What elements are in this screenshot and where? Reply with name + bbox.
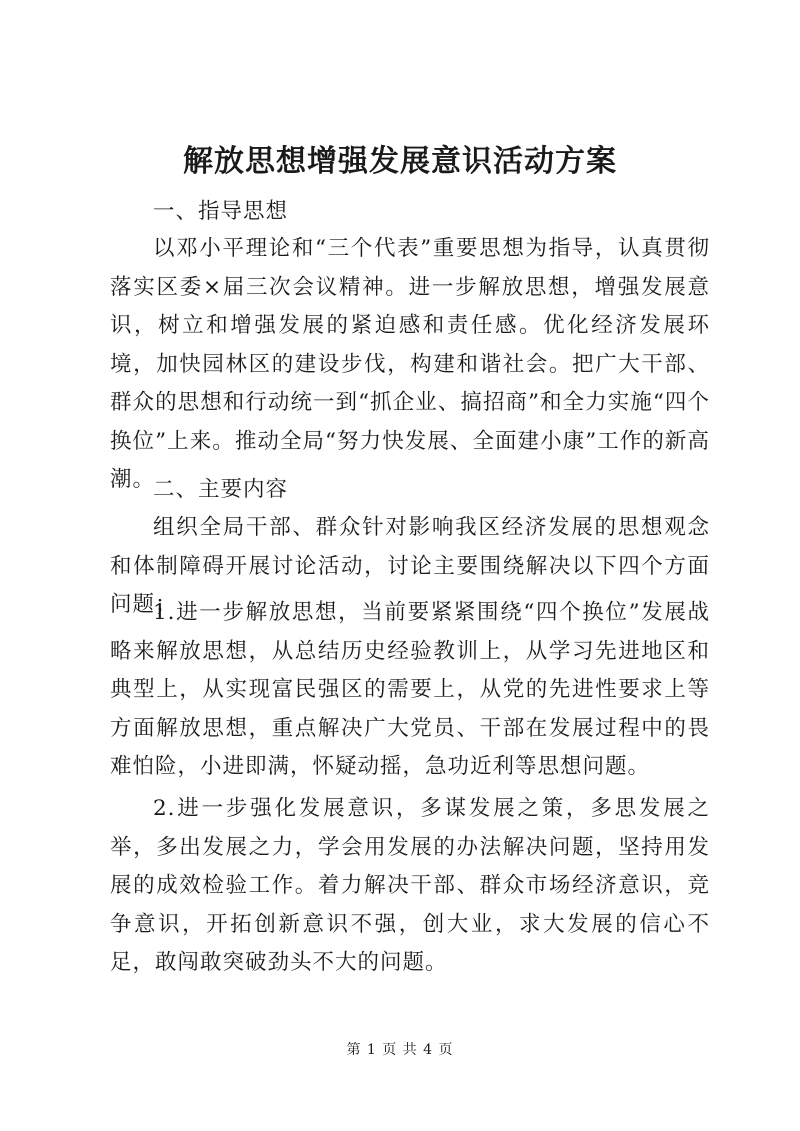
list-item-2: 2.进一步强化发展意识，多谋发展之策，多思发展之举，多出发展之力，学会用发展的办法解决问题，坚持用发展的成效检验工作。着力解决干部、群众市场经济意识，竞争意识，开拓创新意识不强，创大业，求大发展的信心不足，敢闯敢突破劲头不大的问题。 [110, 796, 710, 975]
paragraph-guiding-thought: 以邓小平理论和“三个代表”重要思想为指导，认真贯彻落实区委×届三次会议精神。进一步解放思想，增强发展意识，树立和增强发展的紧迫感和责任感。优化经济发展环境，加快园林区的建设步伐，构建和谐社会。把广大干部、群众的思想和行动统一到“抓企业、搞招商”和全力实施“四个换位”上来。推动全局“努力快发展、全面建小康”工作的新高潮。 [110, 236, 710, 492]
list-item-1: 1.进一步解放思想，当前要紧紧围绕“四个换位”发展战略来解放思想，从总结历史经验教训上，从学习先进地区和典型上，从实现富民强区的需要上，从党的先进性要求上等方面解放思想，重点解决广大党员、干部在发展过程中的畏难怕险，小进即满，怀疑动摇，急功近利等思想问题。 [110, 600, 710, 779]
page-number-footer: 第 1 页 共 4 页 [346, 1042, 454, 1058]
section-heading-guiding-thought: 一、指导思想 [153, 199, 289, 224]
document-title: 解放思想增强发展意识活动方案 [183, 144, 617, 179]
paragraph-main-content-intro: 组织全局干部、群众针对影响我区经济发展的思想观念和体制障碍开展讨论活动，讨论主要围绕解决以下四个方面问题； [110, 515, 710, 617]
section-heading-main-content: 二、主要内容 [153, 477, 289, 502]
